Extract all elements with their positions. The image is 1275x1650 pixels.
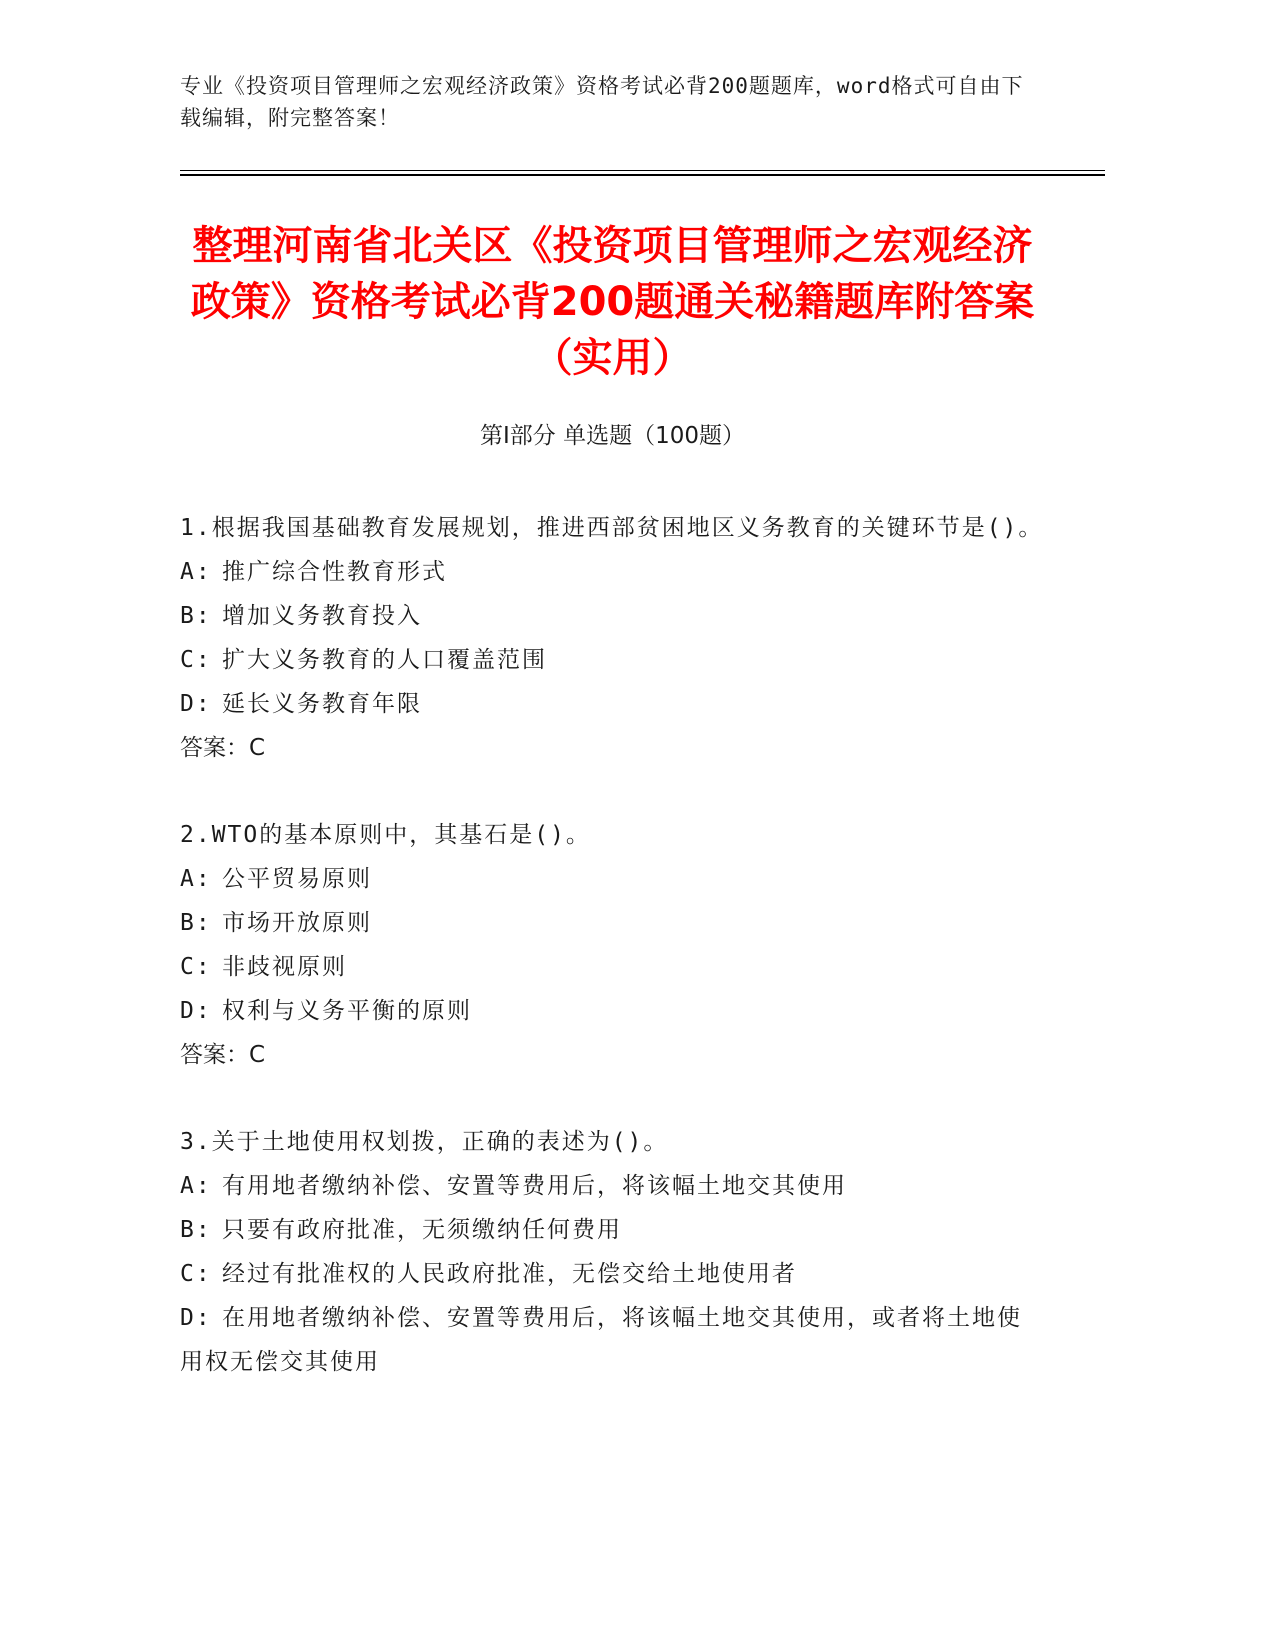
option-text: 在用地者缴纳补偿、安置等费用后，将该幅土地交其使用，或者将土地使用权无偿交其使用 (180, 1305, 1022, 1375)
option-text: 非歧视原则 (222, 954, 347, 980)
option-d (180, 989, 1045, 1033)
option-text: 只要有政府批准，无须缴纳任何费用 (222, 1217, 622, 1243)
option-d (180, 1296, 1045, 1384)
question-3 (180, 1120, 1045, 1384)
option-letter: D: (180, 998, 212, 1024)
option-text: 扩大义务教育的人口覆盖范围 (222, 647, 547, 673)
option-c (180, 638, 1045, 682)
option-letter: B: (180, 603, 212, 629)
question-1 (180, 506, 1045, 770)
answer: 答案：C (180, 1042, 266, 1068)
answer: 答案：C (180, 735, 266, 761)
option-letter: C: (180, 647, 212, 673)
option-c (180, 1252, 1045, 1296)
option-text: 有用地者缴纳补偿、安置等费用后，将该幅土地交其使用 (222, 1173, 847, 1199)
option-letter: B: (180, 1217, 212, 1243)
option-letter: B: (180, 910, 212, 936)
option-b (180, 1208, 1045, 1252)
option-text: 公平贸易原则 (222, 866, 372, 892)
option-text: 市场开放原则 (222, 910, 372, 936)
option-a (180, 550, 1045, 594)
question-stem: 3.关于土地使用权划拨，正确的表述为()。 (180, 1129, 669, 1155)
option-c (180, 945, 1045, 989)
header-note: 专业《投资项目管理师之宏观经济政策》资格考试必背200题题库，word格式可自由下载编辑，附完整答案！ (180, 74, 1024, 130)
option-letter: C: (180, 1261, 212, 1287)
option-text: 权利与义务平衡的原则 (222, 998, 472, 1024)
option-a (180, 1164, 1045, 1208)
option-a (180, 857, 1045, 901)
option-text: 延长义务教育年限 (222, 691, 422, 717)
option-letter: A: (180, 559, 212, 585)
question-list (180, 506, 1045, 1427)
option-text: 推广综合性教育形式 (222, 559, 447, 585)
option-text: 经过有批准权的人民政府批准，无偿交给土地使用者 (222, 1261, 797, 1287)
question-stem: 2.WTO的基本原则中，其基石是()。 (180, 822, 591, 848)
option-letter: C: (180, 954, 212, 980)
option-letter: D: (180, 691, 212, 717)
option-letter: A: (180, 1173, 212, 1199)
option-text: 增加义务教育投入 (222, 603, 422, 629)
option-b (180, 594, 1045, 638)
question-2 (180, 813, 1045, 1077)
option-b (180, 901, 1045, 945)
option-letter: D: (180, 1305, 212, 1331)
question-stem: 1.根据我国基础教育发展规划，推进西部贫困地区义务教育的关键环节是()。 (180, 515, 1044, 541)
document-title: 整理河南省北关区《投资项目管理师之宏观经济政策》资格考试必背200题通关秘籍题库附答案（实用） (190, 223, 1035, 381)
option-letter: A: (180, 866, 212, 892)
header-rule-thick (180, 174, 1105, 176)
section-heading: 第Ⅰ部分 单选题（100题） (480, 423, 745, 449)
header-rule-thin (180, 170, 1105, 171)
option-d (180, 682, 1045, 726)
